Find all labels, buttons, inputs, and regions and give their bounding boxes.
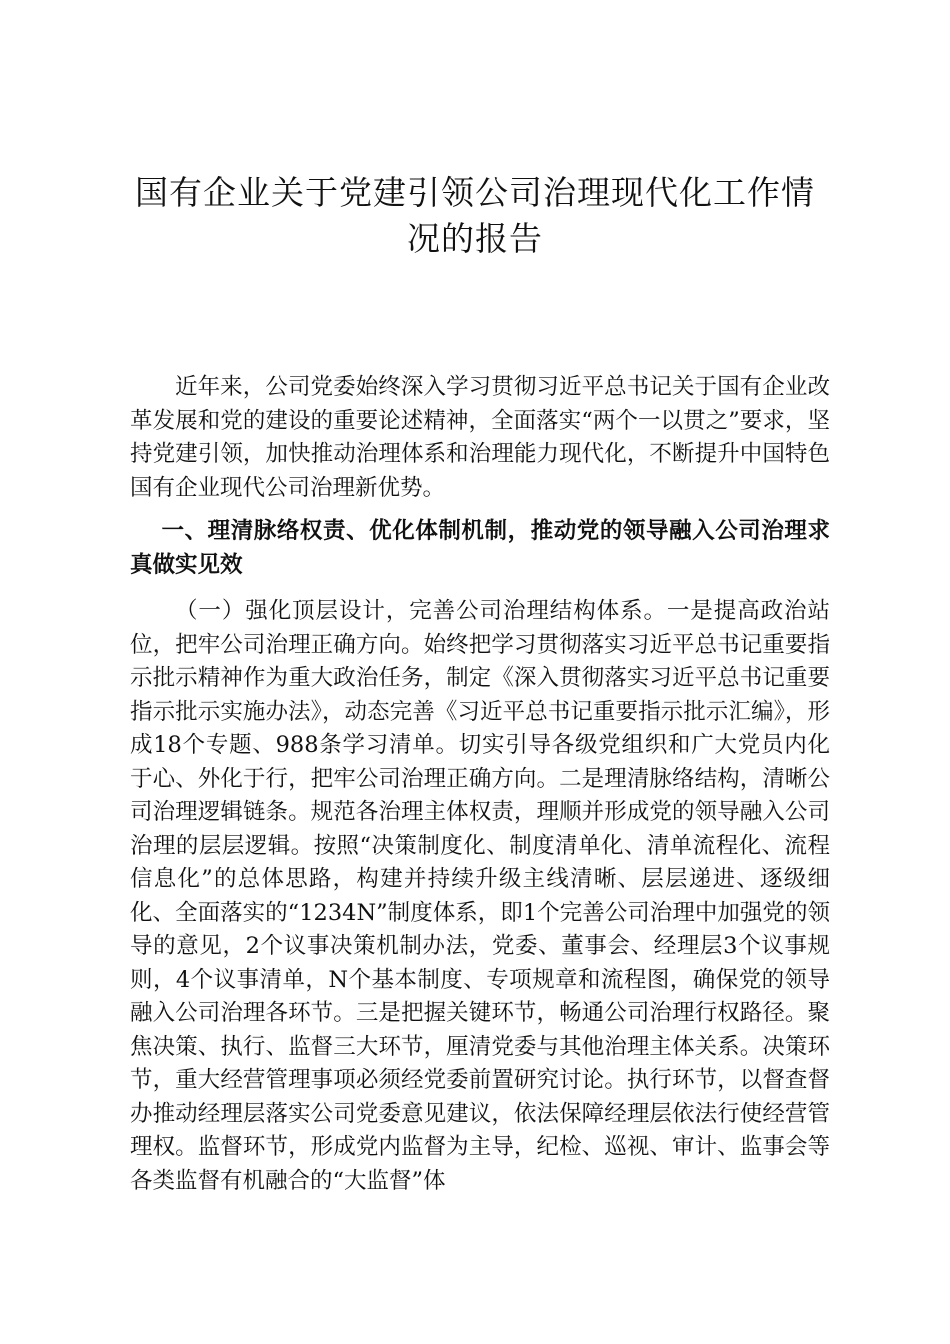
section-heading: 一、理清脉络权责、优化体制机制，推动党的领导融入公司治理求真做实见效: [130, 518, 830, 578]
intro-paragraph: 近年来，公司党委始终深入学习贯彻习近平总书记关于国有企业改革发展和党的建设的重要论述精神，全面落实“两个一以贯之”要求，坚持党建引领，加快推动治理体系和治理能力现代化，不断提升中国特色国有企业现代公司治理新优势。: [130, 374, 830, 501]
document-title: 国有企业关于党建引领公司治理现代化工作情况的报告: [135, 173, 815, 258]
body-paragraph: （一）强化顶层设计，完善公司治理结构体系。一是提高政治站位，把牢公司治理正确方向。始终把学习贯彻落实习近平总书记重要指示批示精神作为重大政治任务，制定《深入贯彻落实习近平总书记重要指示批示实施办法》，动态完善《习近平总书记重要指示批示汇编》，形成18个专题、988条学习清单。切实引导各级党组织和广大党员内化于心、外化于行，把牢公司治理正确方向。二是理清脉络结构，清晰公司治理逻辑链条。规范各治理主体权责，理顺并形成党的领导融入公司治理的层层逻辑。按照“决策制度化、制度清单化、清单流程化、流程信息化”的总体思路，构建并持续升级主线清晰、层层递进、逐级细化、全面落实的“1234N”制度体系，即1个完善公司治理中加强党的领导的意见，2个议事决策机制办法，党委、董事会、经理层3个议事规则，4个议事清单，N个基本制度、专项规章和流程图，确保党的领导融入公司治理各环节。三是把握关键环节，畅通公司治理行权路径。聚焦决策、执行、监督三大环节，厘清党委与其他治理主体关系。决策环节，重大经营管理事项必须经党委前置研究讨论。执行环节，以督查督办推动经理层落实公司党委意见建议，依法保障经理层依法行使经营管理权。监督环节，形成党内监督为主导，纪检、巡视、审计、监事会等各类监督有机融合的“大监督”体: [130, 598, 830, 1194]
